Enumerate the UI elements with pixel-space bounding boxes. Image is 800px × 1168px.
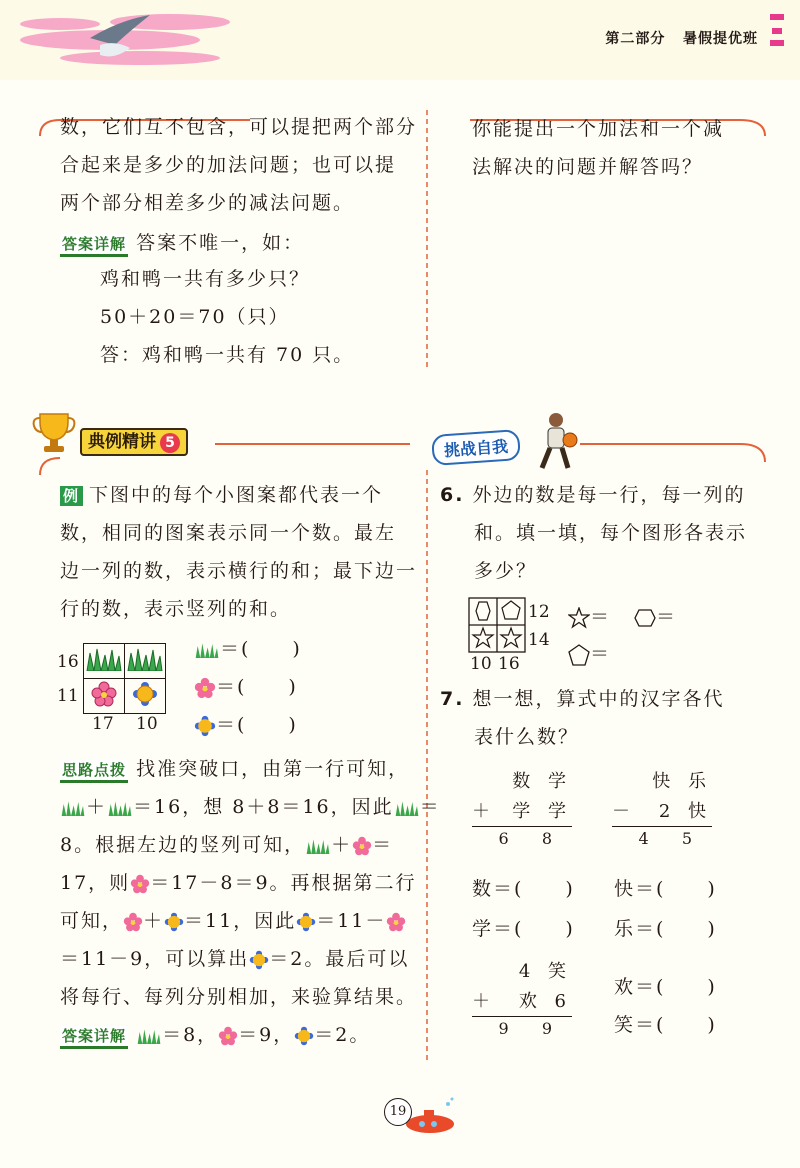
answer-line: 鸡和鸭一共有多少只？ (100, 268, 311, 290)
pink-flower-icon (218, 1026, 238, 1046)
hint-line: 找准突破口，由第一行可知， (136, 758, 410, 780)
text-line: 数，它们互不包含，可以提把两个部分 (60, 116, 418, 138)
problem-result: 4 5 (638, 829, 706, 848)
orange-flower-blank (194, 706, 298, 744)
text-line: 想一想，算式中的汉字各代 (472, 688, 725, 710)
hint-text: 8。根据左边的竖列可知， (60, 834, 306, 856)
page-header (605, 28, 758, 48)
text-line: 多少？ (474, 560, 538, 582)
row-sum: 16 (57, 652, 79, 672)
blank-xue[interactable]: 学＝( ) (472, 918, 575, 940)
star-blank (568, 598, 611, 636)
orange-flower-icon (294, 1026, 314, 1046)
pink-flower-blank (194, 668, 298, 706)
q6-grid (468, 597, 526, 653)
text-line: 下图中的每个小图案都代表一个 (89, 484, 384, 506)
blank[interactable]: ＝( ) (220, 638, 302, 660)
text-line: 表什么数？ (474, 726, 580, 748)
hint-text: ＋ (86, 796, 108, 818)
orange-flower-icon (296, 912, 316, 932)
grass-icon (136, 1028, 162, 1044)
grid-cell-grass (84, 644, 125, 679)
top-left-answer-lines (100, 260, 354, 374)
text-line: 两个部分相差多少的减法问题。 (60, 192, 355, 214)
basketball-player-icon (530, 410, 580, 478)
problem-op: － (612, 801, 636, 822)
example-banner (80, 427, 188, 453)
blank-le[interactable]: 乐＝( ) (614, 918, 717, 940)
banner-title: 典例精讲 (88, 432, 156, 452)
grid-cell-grass (125, 644, 166, 679)
grass-icon (60, 800, 86, 816)
blank-shu[interactable]: 数＝( ) (472, 878, 575, 900)
answer-text: ＝9， (238, 1024, 295, 1046)
example-text (60, 476, 417, 628)
problem-1 (472, 766, 572, 851)
answer-tag: 答案详解 (60, 234, 128, 257)
star-icon (568, 607, 590, 629)
blank[interactable]: ＝ (590, 643, 612, 665)
problem-second: 学 学 (512, 801, 572, 822)
pentagon-icon (568, 644, 590, 666)
answer-tag: 答案详解 (60, 1026, 128, 1049)
grid-cell-orange-flower (125, 679, 166, 714)
banner-number: 5 (160, 433, 180, 453)
problem-top: 4 笑 (518, 961, 572, 982)
question-number: 7. (440, 688, 465, 710)
text-line: 行的数，表示竖列的和。 (60, 598, 292, 620)
example-label: 例 (60, 486, 83, 506)
pink-flower-icon (130, 874, 150, 894)
hint-text: ＝11－ (316, 910, 387, 932)
hint-text: ＝11－9，可以算出 (60, 948, 250, 970)
answer-text: ＝8， (162, 1024, 219, 1046)
col-sum: 10 (136, 714, 158, 734)
blank-kuai[interactable]: 快＝( ) (614, 878, 717, 900)
answer-line: 答：鸡和鸭一共有 70 只。 (100, 344, 355, 366)
hint-text: ＝2。最后可以 (269, 948, 410, 970)
problem-result: 9 9 (498, 1019, 566, 1038)
hexagon-icon (476, 602, 490, 620)
blank[interactable]: ＝( ) (216, 714, 298, 736)
question-7 (440, 680, 725, 756)
text-line: 合起来是多少的加法问题；也可以提 (60, 154, 397, 176)
example-grid (83, 643, 166, 714)
hint-text: ＋ (143, 910, 165, 932)
pentagon-icon (502, 601, 520, 619)
hint-line: 将每行、每列分别相加，来验算结果。 (60, 986, 418, 1008)
star-icon (473, 628, 493, 647)
hexagon-blank (634, 598, 677, 636)
answer-intro: 答案不唯一，如： (136, 232, 305, 254)
hint-text: ＝ (419, 796, 441, 818)
hint-text: 17，则 (60, 872, 131, 894)
header-section: 第二部分 (605, 31, 666, 47)
pink-flower-icon (352, 836, 372, 856)
page-number (384, 1098, 412, 1126)
hint-text: ＝11，因此 (184, 910, 297, 932)
top-left-text (60, 108, 417, 222)
text-line: 边一列的数，表示横行的和；最下边一 (60, 560, 418, 582)
problem-op: ＋ (472, 991, 496, 1012)
hint-text: ＋ (331, 834, 353, 856)
problem-3 (472, 956, 572, 1041)
problem-second: 欢 6 (518, 991, 572, 1012)
blank[interactable]: ＝ (590, 606, 612, 628)
answer-text: ＝2。 (314, 1024, 371, 1046)
row-sum: 12 (528, 602, 550, 622)
text-line: 和。填一填，每个图形各表示 (474, 522, 748, 544)
pink-flower-icon (123, 912, 143, 932)
text-line: 法解决的问题并解答吗？ (472, 156, 704, 178)
orange-flower-icon (249, 950, 269, 970)
problem-op: ＋ (472, 801, 496, 822)
text-line: 你能提出一个加法和一个减 (472, 118, 725, 140)
hint-text: 可知， (60, 910, 124, 932)
page-number-text: 19 (389, 1104, 407, 1119)
question-number: 6. (440, 484, 465, 506)
grass-icon (394, 800, 420, 816)
hint-text: ＝ (372, 834, 394, 856)
blank[interactable]: ＝ (656, 606, 678, 628)
problem-top: 快 乐 (652, 771, 712, 792)
top-right-text (472, 110, 724, 186)
question-6 (440, 476, 747, 590)
hint-text: ＝17－8＝9。再根据第二行 (150, 872, 417, 894)
blank-huan[interactable]: 欢＝( ) (614, 976, 717, 998)
problem-second: 2 快 (658, 801, 712, 822)
orange-flower-icon (164, 912, 184, 932)
challenge-banner (432, 432, 520, 463)
grid-cell-pink-flower (84, 679, 125, 714)
hint-section (60, 750, 441, 1054)
top-left-answer (60, 224, 304, 262)
problem-top: 数 学 (512, 771, 572, 792)
grass-icon (305, 838, 331, 854)
problem-result: 6 8 (498, 829, 566, 848)
problem-2 (612, 766, 712, 851)
col-sum: 10 (470, 654, 492, 674)
challenge-title: 挑战自我 (431, 429, 521, 466)
hint-tag: 思路点拨 (60, 760, 128, 783)
row-sum: 14 (528, 630, 550, 650)
pink-flower-icon (386, 912, 406, 932)
pentagon-blank (568, 635, 611, 673)
row-sum: 11 (57, 686, 79, 706)
hexagon-icon (634, 609, 656, 627)
grass-icon (107, 800, 133, 816)
text-line: 数，相同的图案表示同一个数。最左 (60, 522, 397, 544)
header-course: 暑假提优班 (683, 31, 758, 47)
answer-line: 50＋20＝70（只） (100, 306, 290, 328)
blank-xiao[interactable]: 笑＝( ) (614, 1014, 717, 1036)
pink-flower-icon (194, 677, 216, 699)
col-sum: 17 (92, 714, 114, 734)
trophy-icon (32, 410, 76, 458)
blank[interactable]: ＝( ) (216, 676, 298, 698)
col-sum: 16 (498, 654, 520, 674)
text-line: 外边的数是每一行，每一列的 (472, 484, 746, 506)
grass-blank (194, 630, 302, 668)
grass-icon (194, 642, 220, 658)
hint-text: ＝16，想 8＋8＝16，因此 (133, 796, 394, 818)
star-icon (501, 628, 521, 647)
orange-flower-icon (194, 715, 216, 737)
